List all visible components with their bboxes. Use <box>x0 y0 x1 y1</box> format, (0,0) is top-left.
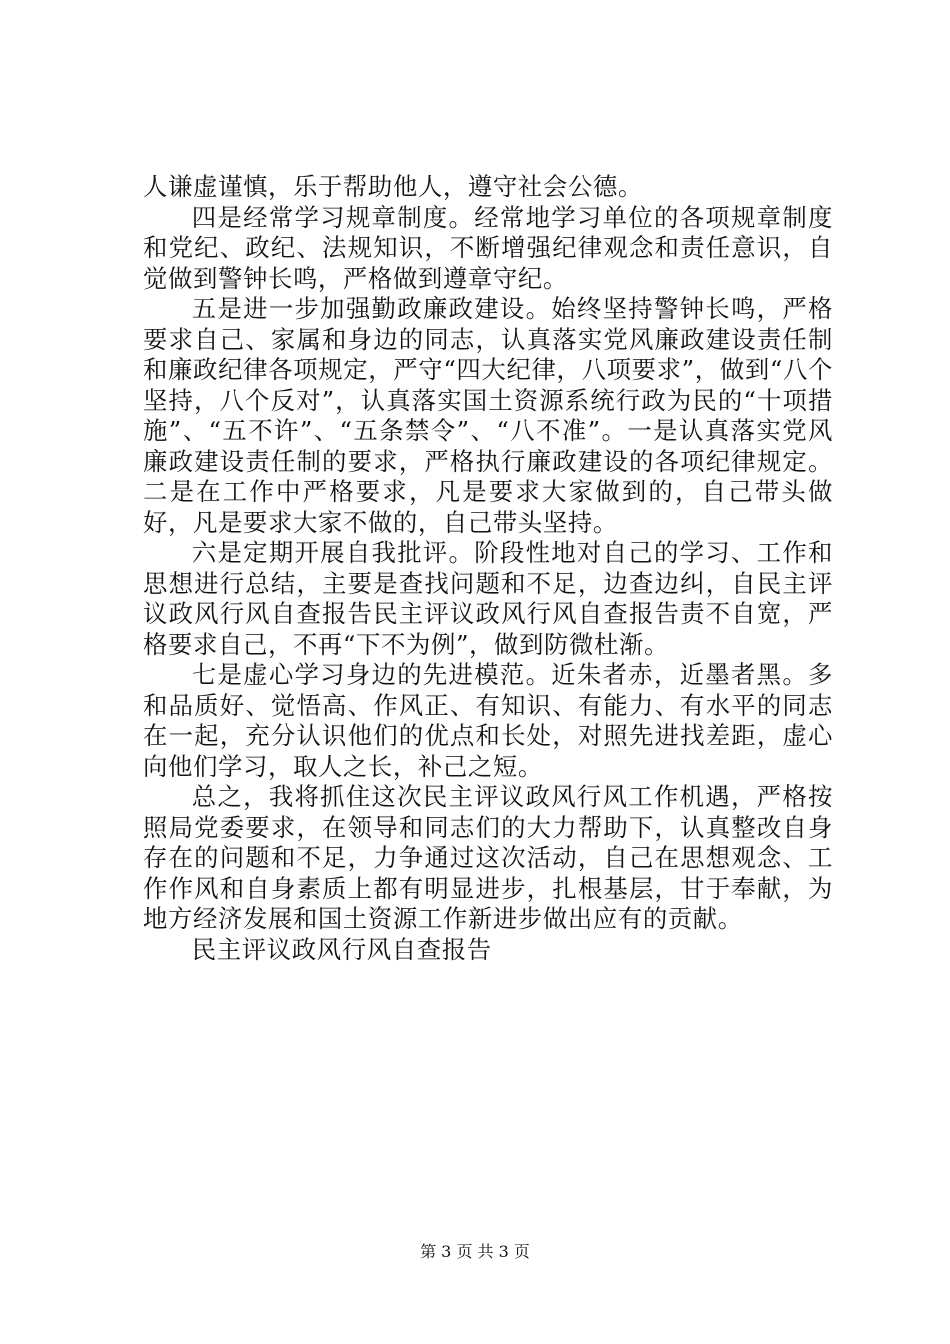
page-number-label: 第 3 页 共 3 页 <box>420 1242 530 1261</box>
paragraph-item-five: 五是进一步加强勤政廉政建设。始终坚持警钟长鸣，严格要求自己、家属和身边的同志，认真落实党风廉政建设责任制和廉政纪律各项规定，严守“四大纪律，八项要求”，做到“八个坚持，八个反对”，认真落实国土资源系统行政为民的“十项措施”、“五不许”、“五条禁令”、“八不准”。一是认真落实党风廉政建设责任制的要求，严格执行廉政建设的各项纪律规定。二是在工作中严格要求，凡是要求大家做到的，自己带头做好，凡是要求大家不做的，自己带头坚持。 <box>143 294 833 537</box>
page-footer <box>0 1242 950 1262</box>
paragraph-item-four: 四是经常学习规章制度。经常地学习单位的各项规章制度和党纪、政纪、法规知识，不断增强纪律观念和责任意识，自觉做到警钟长鸣，严格做到遵章守纪。 <box>143 202 833 293</box>
document-body <box>143 172 833 965</box>
paragraph-closing-title: 民主评议政风行风自查报告 <box>191 934 492 964</box>
paragraph-item-seven: 七是虚心学习身边的先进模范。近朱者赤，近墨者黑。多和品质好、觉悟高、作风正、有知识、有能力、有水平的同志在一起，充分认识他们的优点和长处，对照先进找差距，虚心向他们学习，取人之长，补己之短。 <box>143 660 833 781</box>
paragraph-conclusion: 总之，我将抓住这次民主评议政风行风工作机遇，严格按照局党委要求，在领导和同志们的大力帮助下，认真整改自身存在的问题和不足，力争通过这次活动，自己在思想观念、工作作风和自身素质上都有明显进步，扎根基层，甘于奉献，为地方经济发展和国土资源工作新进步做出应有的贡献。 <box>143 782 833 933</box>
paragraph-item-six: 六是定期开展自我批评。阶段性地对自己的学习、工作和思想进行总结，主要是查找问题和不足，边查边纠，自民主评议政风行风自查报告民主评议政风行风自查报告责不自宽，严格要求自己，不再“下不为例”，做到防微杜渐。 <box>143 538 833 659</box>
paragraph-continuation: 人谦虚谨慎，乐于帮助他人，遵守社会公德。 <box>143 172 643 201</box>
